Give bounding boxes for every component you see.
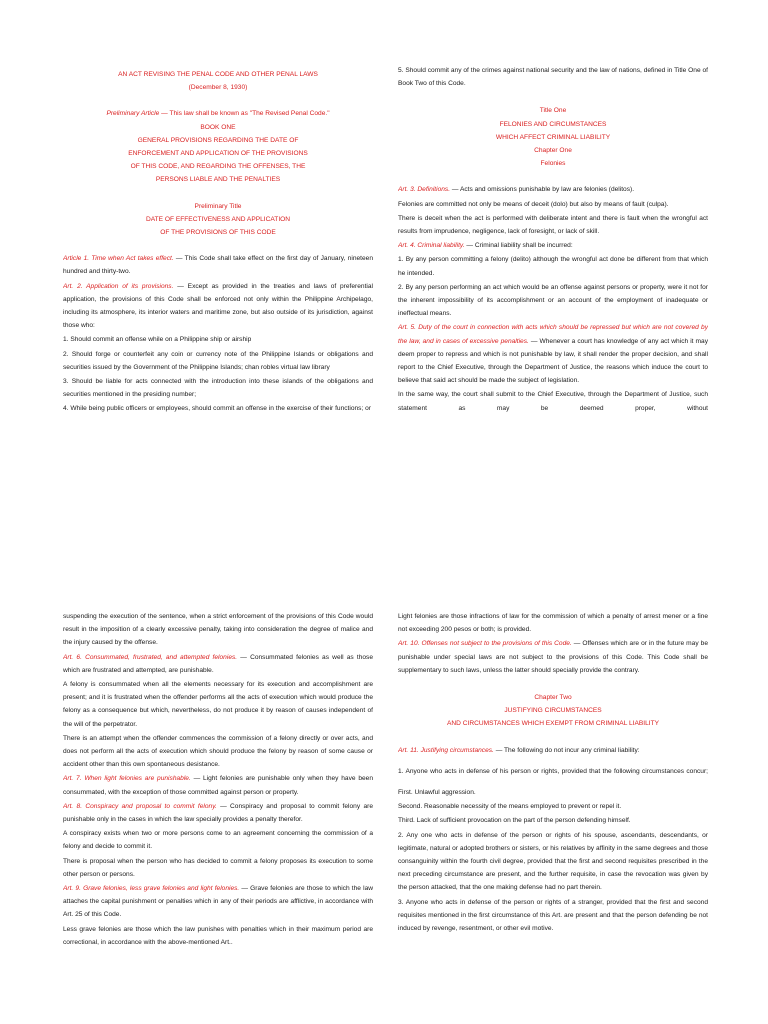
art4-item-2: 2. By any person performing an act which would be an offense against persons or property, were it not for the inherent impossibility of its accomplishment or an account of the employment of inadequate or ineffectual means. [398,283,708,318]
preliminary-title-1: DATE OF EFFECTIVENESS AND APPLICATION [145,215,291,223]
art2-item-1: 1. Should commit an offense while on a Philippine ship or airship [63,336,252,344]
art4-label: Art. 4. Criminal liability. [398,242,465,250]
art9-label: Art. 9. Grave felonies, less grave felonies and light felonies. [63,885,240,893]
art1-text: — This Code shall take effect on the first day of January, nineteen hundred and thirty-two. [63,255,373,276]
chapter-two: Chapter Two [534,694,572,702]
book-one: BOOK ONE [200,123,236,131]
art11-first: First. Unlawful aggression. [398,789,476,797]
chapter-two-b: AND CIRCUMSTANCES WHICH EXEMPT FROM CRIMINAL LIABILITY [447,720,659,728]
art9-p3: Light felonies are those infractions of law for the commission of which a penalty of arrest mener or a fine not exceeding 200 pesos or both; is provided. [398,613,708,634]
art11-item-2: 2. Any one who acts in defense of the person or rights of his spouse, ascendants, descendants, or legitimate, natural or adopted brothers or sisters, or his relatives by affinity in the same degrees and those consanguinity within the fourth civil degree, provided that the first and second requisites prescribed in the next preceding circumstance are present, and the further requisite, in case the revocation was given by the person attacked, that the one making defense had no part therein. [398,831,708,892]
top-right-column [398,0,708,512]
article-2 [63,280,373,333]
preliminary-title-2: OF THE PROVISIONS OF THIS CODE [160,229,276,237]
article-9 [63,882,373,922]
art2-text: — Except as provided in the treaties and laws of preferential application, the provisions of this Code shall be enforced not only within the Philippine Archipelago, including its atmosphere, its interior waters and maritime zone, but also outside of its jurisdiction, against those who: [63,282,373,330]
page-bottom [0,512,768,1024]
bottom-left-column [63,512,373,1024]
art4-text: — Criminal liability shall be incurred: [464,242,573,250]
art8-p2: A conspiracy exists when two or more persons come to an agreement concerning the commission of a felony and decide to commit it. [63,830,373,851]
general-provisions-4: PERSONS LIABLE AND THE PENALTIES [155,176,281,184]
art5-p2: In the same way, the court shall submit to the Chief Executive, through the Department of Justice, such statement as may be deemed proper, without [398,391,708,412]
act-title: AN ACT REVISING THE PENAL CODE AND OTHER PENAL LAWS [118,71,318,78]
top-left-column [63,0,373,512]
felonies-heading: Felonies [540,160,566,168]
art6-p2: A felony is consummated when all the elements necessary for its execution and accomplishment are present; and it is frustrated when the offender performs all the acts of execution which would produce the felony as a consequence but which, nevertheless, do not produce it by reason of causes independent of the will of the perpetrator. [63,681,373,728]
general-provisions-2: ENFORCEMENT AND APPLICATION OF THE PROVISIONS [128,150,308,158]
prelim-art-label: Preliminary Article [106,110,160,118]
art5-label: Art. 5. Duty of the court in connection with acts which should be repressed but which are not covered by the law, and in cases of excessive penalties. [398,324,708,345]
art2-item-5: 5. Should commit any of the crimes against national security and the law of nations, defined in Title One of Book Two of this Code. [398,67,708,88]
art3-text: — Acts and omissions punishable by law are felonies (delitos). [450,186,635,194]
art3-p3: There is deceit when the act is performed with deliberate intent and there is fault when the wrongful act results from imprudence, negligence, lack of foresight, or lack of skill. [398,214,708,236]
title-one: Title One [539,107,567,115]
chapter-two-a: JUSTIFYING CIRCUMSTANCES [504,707,602,715]
article-6 [63,651,373,677]
art7-label: Art. 7. When light felonies are punishable. [63,775,191,783]
general-provisions-1: GENERAL PROVISIONS REGARDING THE DATE OF [137,136,299,144]
art5-continuation: suspending the execution of the sentence, when a strict enforcement of the provisions of this Code would result in the imposition of a clearly excessive penalty, taking into consideration the degree of malice and the injury caused by the offense. [63,613,373,647]
article-7 [63,772,373,798]
art2-item-4: 4. While being public officers or employees, should commit an offense in the exercise of their functions; or [63,405,371,413]
art11-item-3: 3. Anyone who acts in defense of the person or rights of a stranger, provided that the first and second requisites mentioned in the first circumstance of this Art. are present and that the person defending be not induced by revenge, resentment, or other evil motive. [398,898,708,933]
art1-label: Article 1. Time when Act takes effect. [63,255,174,263]
article-1 [63,252,373,278]
art3-label: Art. 3. Definitions. [398,186,451,194]
article-3 [398,183,708,196]
article-11 [398,744,708,757]
art6-p3: There is an attempt when the offender commences the commission of a felony directly or over acts, and does not perform all the acts of execution which should produce the felony by reason of some cause or accident other than this own spontaneous desistance. [63,734,373,769]
art4-item-1: 1. By any person committing a felony (delito) although the wrongful act done be different from that which he intended. [398,256,708,277]
art11-second: Second. Reasonable necessity of the means employed to prevent or repel it. [398,803,622,811]
art8-label: Art. 8. Conspiracy and proposal to commit felony. [63,802,217,810]
prelim-art-text: — This law shall be known as "The Revised Penal Code." [159,110,330,118]
art2-item-3: 3. Should be liable for acts connected with the introduction into these islands of the obligations and securities mentioned in the presiding number; [63,378,373,399]
article-10 [398,637,708,677]
preliminary-article [63,107,373,120]
art2-label: Art. 2. Application of its provisions. [63,282,174,290]
art11-label: Art. 11. Justifying circumstances. [398,746,494,754]
article-4 [398,239,708,252]
art7-text: — Light felonies are punishable only when they have been consummated, with the exception of those committed against person or property. [63,775,373,796]
art11-third: Third. Lack of sufficient provocation on the part of the person defending himself. [398,817,631,825]
art10-label: Art. 10. Offenses not subject to the provisions of this Code. [398,640,572,648]
chapter-one: Chapter One [534,147,572,155]
art9-p2: Less grave felonies are those which the law punishes with penalties which in their maximum period are correctional, in accordance with the above-mentioned Art.. [63,925,373,946]
title-one-b: WHICH AFFECT CRIMINAL LIABILITY [495,133,611,141]
art11-item-1: 1. Anyone who acts in defense of his person or rights, provided that the following circumstances concur; [398,767,708,775]
preliminary-title: Preliminary Title [194,202,242,210]
art8-text: — Conspiracy and proposal to commit felony are punishable only in the cases in which the law specially provides a penalty therefor. [63,802,373,824]
art9-text: — Grave felonies are those to which the law attaches the capital punishment or penalties which in any of their periods are afflictive, in accordance with Art. 25 of this Code. [63,885,373,919]
act-date: (December 8, 1930) [188,84,248,92]
art6-text: — Consummated felonies as well as those which are frustrated and attempted, are punishable. [63,653,373,674]
art3-p2: Felonies are committed not only be means of deceit (dolo) but also by means of fault (culpa). [398,200,669,208]
art5-text: — Whenever a court has knowledge of any act which it may deem proper to repress and which is not punishable by law, it shall render the proper decision, and shall report to the Chief Executive, through the Department of Justice, the reasons which induce the court to believe that said act should be made the subject of legislation. [398,337,708,385]
article-8 [63,800,373,826]
article-5 [398,321,708,387]
art6-label: Art. 6. Consummated, frustrated, and attempted felonies. [63,653,238,661]
general-provisions-3: OF THIS CODE, AND REGARDING THE OFFENSES, THE [130,163,306,171]
bottom-right-column [398,512,708,1024]
art10-text: — Offenses which are or in the future may be punishable under special laws are not subject to the provisions of this Code. This Code shall be supplementary to such laws, unless the latter should specially provide the contrary. [398,640,708,674]
art11-text: — The following do not incur any criminal liability: [493,746,640,754]
art2-item-2: 2. Should forge or counterfeit any coin or currency note of the Philippine Islands or obligations and securities issued by the Government of the Philippine Islands; chan robles virtual law library [63,350,373,371]
art8-p3: There is proposal when the person who has decided to commit a felony proposes its execution to some other person or persons. [63,857,373,878]
title-one-a: FELONIES AND CIRCUMSTANCES [499,120,607,128]
